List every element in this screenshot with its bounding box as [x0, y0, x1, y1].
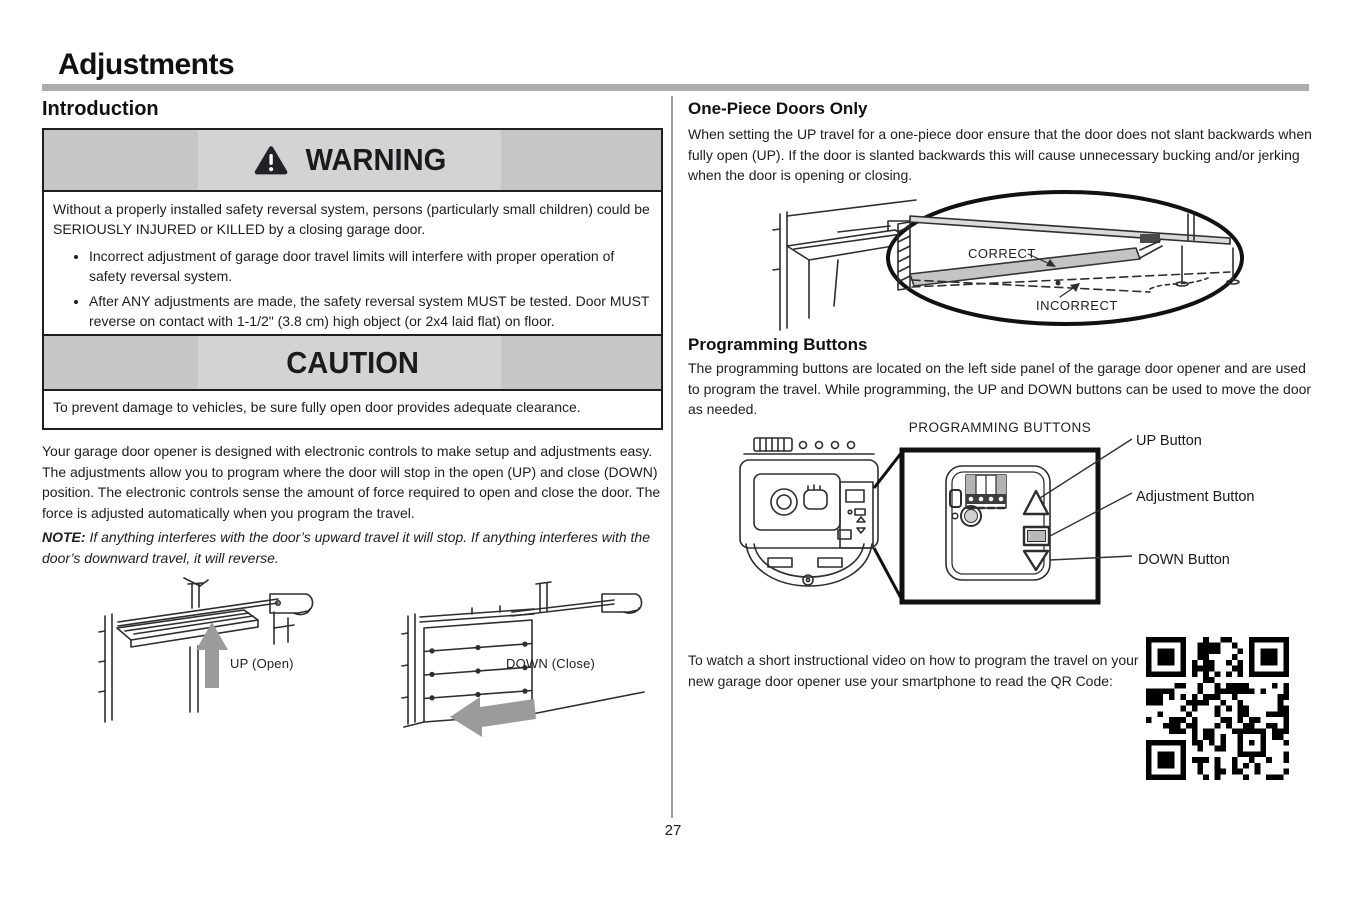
warning-bullet: • After ANY adjustments are made, the safety reversal system MUST be tested. Door MUST reverse on contact with 1-1/2" (3.8 cm) high object (or 2x4 laid flat) on floor.	[89, 292, 652, 331]
programming-paragraph: The programming buttons are located on the left side panel of the garage door opener and are used to program the travel. While programming, the UP and DOWN buttons can be used to move the door as needed.	[688, 360, 1312, 417]
caution-text: To prevent damage to vehicles, be sure fully open door provides adequate clearance.	[53, 399, 581, 415]
column-divider	[671, 96, 673, 818]
caution-box	[42, 334, 663, 430]
down-button-label: DOWN Button	[1138, 552, 1230, 568]
note-label: NOTE:	[42, 529, 86, 545]
qr-paragraph: To watch a short instructional video on how to program the travel on your new garage door opener use your smartphone to read the QR Code:	[688, 652, 1139, 689]
title-rule	[42, 84, 1309, 91]
warning-bullet-list	[53, 247, 652, 331]
caution-header	[44, 336, 661, 391]
warning-triangle-icon	[254, 145, 288, 175]
warning-bullet: • Incorrect adjustment of garage door travel limits will interfere with proper operation of safety reversal system.	[89, 247, 652, 286]
warning-header	[44, 130, 661, 192]
introduction-heading: Introduction	[42, 98, 159, 120]
warning-box	[42, 128, 663, 351]
intro-paragraph: Your garage door opener is designed with electronic controls to make setup and adjustments easy. The adjustments allow you to program where the door will stop in the open (UP) and close (DOWN) position. The electronic controls sense the amount of force required to open and close the door. The force is adjusted automatically when you program the travel.	[42, 443, 661, 521]
page-title: Adjustments	[58, 48, 235, 81]
one-piece-paragraph: When setting the UP travel for a one-piece door ensure that the door does not slant backwards when fully open (UP). If the door is slanted backwards this will cause unnecessary bucking and/or jerking when the door is opening or closing.	[688, 126, 1312, 183]
adjustment-button-label: Adjustment Button	[1136, 489, 1255, 505]
page-number: 27	[664, 822, 682, 839]
warning-title: WARNING	[305, 142, 447, 177]
caution-title: CAUTION	[286, 344, 419, 380]
warning-body	[44, 192, 661, 349]
note-paragraph	[42, 527, 664, 568]
up-open-label: UP (Open)	[230, 656, 294, 671]
programming-buttons-figure-title: PROGRAMMING BUTTONS	[908, 420, 1092, 435]
note-text: If anything interferes with the door’s upward travel it will stop. If anything interferes with the door’s downward travel, it will reverse.	[42, 529, 650, 566]
programming-buttons-figure	[688, 430, 1310, 618]
down-close-label: DOWN (Close)	[506, 656, 596, 671]
caution-body	[44, 391, 661, 428]
correct-label: CORRECT	[968, 246, 1036, 261]
up-button-label: UP Button	[1136, 433, 1202, 449]
qr-code	[1146, 637, 1289, 780]
one-piece-heading: One-Piece Doors Only	[688, 99, 868, 118]
programming-buttons-heading: Programming Buttons	[688, 335, 868, 354]
incorrect-label: INCORRECT	[1036, 298, 1118, 313]
warning-intro: Without a properly installed safety reversal system, persons (particularly small children) could be SERIOUSLY INJURED or KILLED by a closing garage door.	[53, 201, 650, 237]
